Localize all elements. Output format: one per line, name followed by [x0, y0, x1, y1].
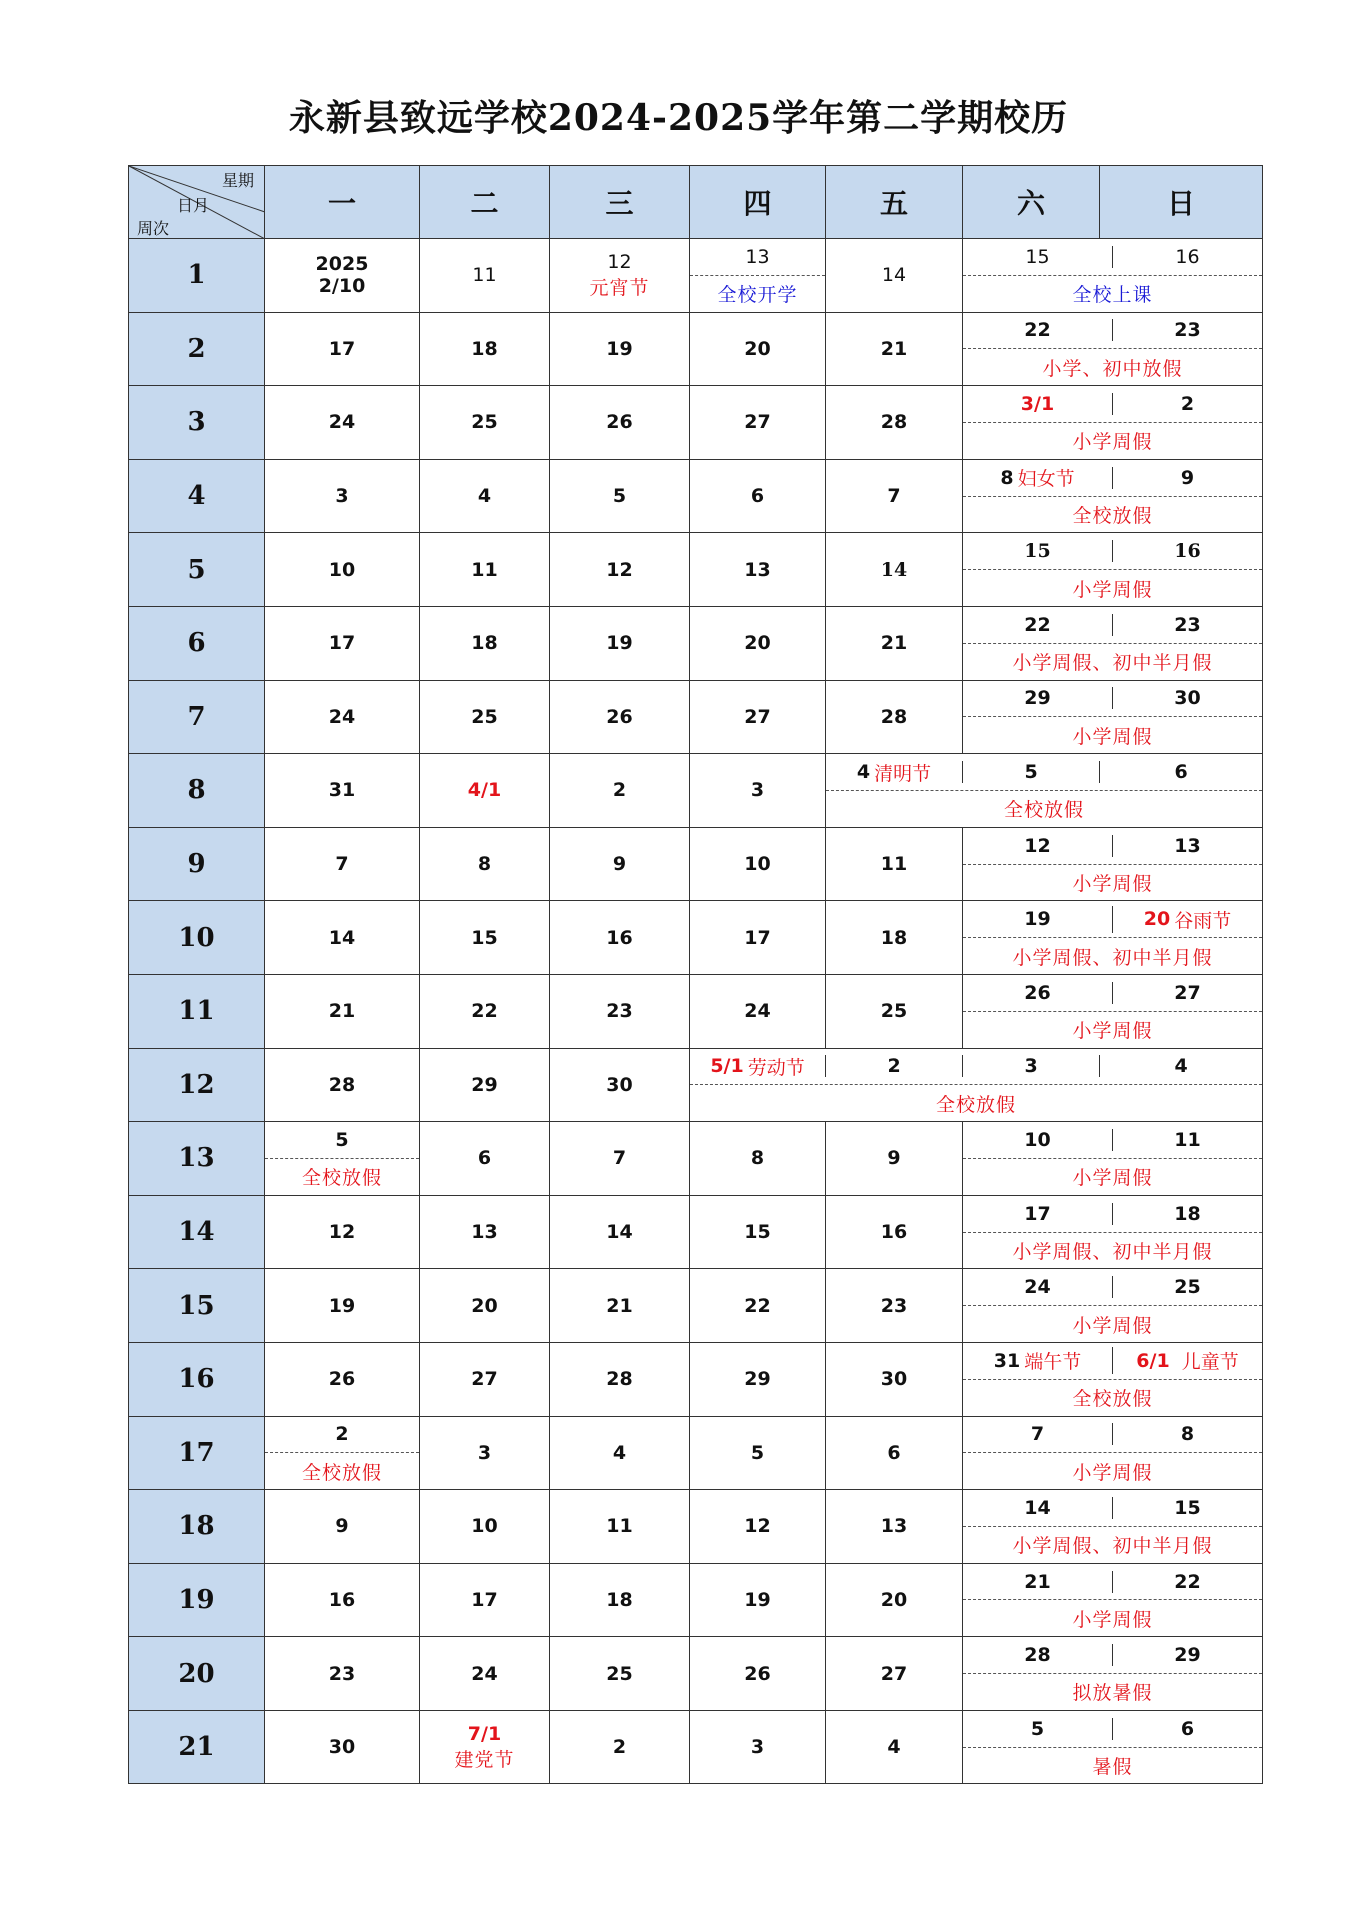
weekend-cell: 12 13 小学周假 — [963, 827, 1263, 901]
weekend-note: 暑假 — [963, 1747, 1262, 1784]
weekend-cell: 19 20 谷雨节 小学周假、初中半月假 — [963, 901, 1263, 975]
day-cell: 14 — [826, 239, 963, 313]
day-cell: 6 — [690, 459, 826, 533]
holiday-label: 元宵节 — [589, 276, 650, 299]
header-day-sat: 六 — [963, 166, 1100, 239]
weekend-note: 小学周假、初中半月假 — [963, 937, 1262, 974]
day-cell: 12 — [690, 1490, 826, 1564]
weekend-cell: 22 23 小学、初中放假 — [963, 312, 1263, 386]
weekend-note: 全校放假 — [690, 1084, 1262, 1121]
day-cell: 4 — [550, 1416, 690, 1490]
week-number: 9 — [129, 827, 265, 901]
day-cell: 10 — [420, 1490, 550, 1564]
day-cell: 21 — [826, 606, 963, 680]
week-row-18 — [129, 1490, 1263, 1564]
day-cell: 4/1 — [420, 754, 550, 828]
day-cell: 17 — [690, 901, 826, 975]
day-cell: 30 — [265, 1710, 420, 1784]
weekend-note: 小学周假 — [963, 1599, 1262, 1636]
week-row-9 — [129, 827, 1263, 901]
day-cell: 23 — [550, 974, 690, 1048]
day-cell: 28 — [265, 1048, 420, 1122]
day-cell: 24 — [265, 386, 420, 460]
weekend-cell: 31 端午节 6/1 儿童节 全校放假 — [963, 1342, 1263, 1416]
holiday-label: 妇女节 — [1017, 468, 1075, 491]
day-cell: 2 — [550, 1710, 690, 1784]
day-cell: 18 — [826, 901, 963, 975]
day-cell: 18 — [420, 312, 550, 386]
day-cell: 9 — [265, 1490, 420, 1564]
day-cell: 23 — [265, 1637, 420, 1711]
day-cell: 14 — [826, 533, 963, 607]
weekend-cell: 29 30 小学周假 — [963, 680, 1263, 754]
day-cell: 28 — [826, 386, 963, 460]
header-day-wed: 三 — [550, 166, 690, 239]
weekend-cell: 21 22 小学周假 — [963, 1563, 1263, 1637]
day-cell: 28 — [826, 680, 963, 754]
header-row — [129, 166, 1263, 239]
weekend-cell: 22 23 小学周假、初中半月假 — [963, 606, 1263, 680]
weekend-cell: 15 16 小学周假 — [963, 533, 1263, 607]
day-cell: 26 — [550, 386, 690, 460]
day-cell: 2 — [550, 754, 690, 828]
day-cell: 15 — [690, 1195, 826, 1269]
day-cell: 16 — [826, 1195, 963, 1269]
day-cell: 13 全校开学 — [690, 239, 826, 313]
day-cell: 17 — [265, 312, 420, 386]
day-cell: 7/1 建党节 — [420, 1710, 550, 1784]
day-cell: 30 — [550, 1048, 690, 1122]
weekend-cell: 3/1 2 小学周假 — [963, 386, 1263, 460]
day-cell: 13 — [690, 533, 826, 607]
day-cell: 24 — [690, 974, 826, 1048]
weekend-note: 小学周假 — [963, 864, 1262, 901]
day-cell: 26 — [550, 680, 690, 754]
week-row-11 — [129, 974, 1263, 1048]
day-cell: 19 — [550, 606, 690, 680]
weekend-cell: 26 27 小学周假 — [963, 974, 1263, 1048]
day-cell: 30 — [826, 1342, 963, 1416]
weekend-cell: 10 11 小学周假 — [963, 1122, 1263, 1196]
week-number: 13 — [129, 1122, 265, 1196]
week-number: 6 — [129, 606, 265, 680]
day-cell: 14 — [265, 901, 420, 975]
week-number: 16 — [129, 1342, 265, 1416]
day-cell: 5 — [690, 1416, 826, 1490]
week-row-4 — [129, 459, 1263, 533]
day-cell: 17 — [420, 1563, 550, 1637]
holiday-label: 端午节 — [1024, 1351, 1082, 1374]
day-cell: 2 全校放假 — [265, 1416, 420, 1490]
week-row-20 — [129, 1637, 1263, 1711]
day-cell: 26 — [265, 1342, 420, 1416]
day-cell: 13 — [420, 1195, 550, 1269]
weekend-note: 小学、初中放假 — [963, 348, 1262, 385]
week-number: 19 — [129, 1563, 265, 1637]
day-cell: 13 — [826, 1490, 963, 1564]
day-cell: 3 — [690, 1710, 826, 1784]
day-cell: 20 — [826, 1563, 963, 1637]
weekend-note: 全校放假 — [963, 496, 1262, 533]
day-cell: 20 — [690, 312, 826, 386]
week-row-8 — [129, 754, 1263, 828]
day-cell: 25 — [826, 974, 963, 1048]
weekend-note: 小学周假、初中半月假 — [963, 1232, 1262, 1269]
weekend-cell: 24 25 小学周假 — [963, 1269, 1263, 1343]
week-row-15 — [129, 1269, 1263, 1343]
week-row-2 — [129, 312, 1263, 386]
weekend-cell: 17 18 小学周假、初中半月假 — [963, 1195, 1263, 1269]
day-cell: 19 — [550, 312, 690, 386]
day-cell: 21 — [550, 1269, 690, 1343]
week-row-13 — [129, 1122, 1263, 1196]
weekend-cell: 28 29 拟放暑假 — [963, 1637, 1263, 1711]
day-cell: 5 全校放假 — [265, 1122, 420, 1196]
holiday-span-cell: 4 清明节 5 6 全校放假 — [826, 754, 1263, 828]
day-cell: 24 — [265, 680, 420, 754]
week-number: 3 — [129, 386, 265, 460]
day-cell: 16 — [265, 1563, 420, 1637]
day-cell: 9 — [826, 1122, 963, 1196]
day-cell: 16 — [550, 901, 690, 975]
week-row-14 — [129, 1195, 1263, 1269]
weekend-note: 拟放暑假 — [963, 1673, 1262, 1710]
day-cell: 5 — [550, 459, 690, 533]
week-row-10 — [129, 901, 1263, 975]
weekend-note: 小学周假 — [963, 1452, 1262, 1489]
day-cell: 3 — [265, 459, 420, 533]
week-number: 8 — [129, 754, 265, 828]
day-cell: 29 — [690, 1342, 826, 1416]
page-title: 永新县致远学校2024-2025学年第二学期校历 — [288, 97, 1069, 139]
day-cell: 6 — [826, 1416, 963, 1490]
day-cell: 29 — [420, 1048, 550, 1122]
week-row-19 — [129, 1563, 1263, 1637]
notice-label: 全校开学 — [690, 275, 825, 312]
week-number: 18 — [129, 1490, 265, 1564]
corner-label-date: 日月 — [177, 196, 210, 215]
week-number: 21 — [129, 1710, 265, 1784]
day-cell: 11 — [550, 1490, 690, 1564]
weekend-note: 小学周假 — [963, 422, 1262, 459]
week-number: 14 — [129, 1195, 265, 1269]
holiday-label: 劳动节 — [747, 1056, 805, 1079]
corner-label-weekday: 星期 — [221, 171, 254, 190]
day-cell: 2025 2/10 — [265, 239, 420, 313]
day-cell: 25 — [420, 386, 550, 460]
day-cell: 21 — [826, 312, 963, 386]
holiday-label: 清明节 — [874, 762, 932, 785]
day-cell: 25 — [420, 680, 550, 754]
day-cell: 15 — [420, 901, 550, 975]
day-cell: 3 — [420, 1416, 550, 1490]
school-calendar-table — [128, 165, 1263, 1784]
day-cell: 27 — [420, 1342, 550, 1416]
header-day-sun: 日 — [1100, 166, 1263, 239]
holiday-span-cell: 5/1 劳动节 2 3 4 全校放假 — [690, 1048, 1263, 1122]
header-day-mon: 一 — [265, 166, 420, 239]
week-row-5 — [129, 533, 1263, 607]
day-cell: 12 — [550, 533, 690, 607]
day-cell: 11 — [420, 239, 550, 313]
day-cell: 20 — [420, 1269, 550, 1343]
weekend-note: 小学周假、初中半月假 — [963, 1526, 1262, 1563]
weekend-cell: 15 16 全校上课 — [963, 239, 1263, 313]
weekend-note: 小学周假 — [963, 1011, 1262, 1048]
day-cell: 19 — [265, 1269, 420, 1343]
day-cell: 10 — [265, 533, 420, 607]
week-row-7 — [129, 680, 1263, 754]
day-cell: 22 — [420, 974, 550, 1048]
weekend-cell: 8 妇女节 9 全校放假 — [963, 459, 1263, 533]
day-cell: 4 — [826, 1710, 963, 1784]
day-cell: 27 — [690, 386, 826, 460]
day-cell: 7 — [550, 1122, 690, 1196]
day-cell: 28 — [550, 1342, 690, 1416]
day-cell: 10 — [690, 827, 826, 901]
day-cell: 26 — [690, 1637, 826, 1711]
week-number: 12 — [129, 1048, 265, 1122]
day-cell: 6 — [420, 1122, 550, 1196]
week-number: 2 — [129, 312, 265, 386]
weekend-note: 全校上课 — [963, 275, 1262, 312]
day-cell: 3 — [690, 754, 826, 828]
day-cell: 7 — [826, 459, 963, 533]
weekend-note: 全校放假 — [826, 790, 1262, 827]
day-cell: 19 — [690, 1563, 826, 1637]
day-cell: 23 — [826, 1269, 963, 1343]
day-cell: 8 — [690, 1122, 826, 1196]
week-row-17 — [129, 1416, 1263, 1490]
day-cell: 27 — [690, 680, 826, 754]
day-cell: 4 — [420, 459, 550, 533]
day-cell: 9 — [550, 827, 690, 901]
weekend-note: 小学周假 — [963, 1305, 1262, 1342]
day-cell: 24 — [420, 1637, 550, 1711]
week-row-6 — [129, 606, 1263, 680]
weekend-note: 全校放假 — [963, 1379, 1262, 1416]
weekend-note: 小学周假 — [963, 1158, 1262, 1195]
day-cell: 12 — [265, 1195, 420, 1269]
day-cell: 12 元宵节 — [550, 239, 690, 313]
corner-label-week: 周次 — [137, 219, 170, 238]
week-row-16 — [129, 1342, 1263, 1416]
week-number: 5 — [129, 533, 265, 607]
weekend-cell: 7 8 小学周假 — [963, 1416, 1263, 1490]
day-cell: 27 — [826, 1637, 963, 1711]
week-number: 1 — [129, 239, 265, 313]
holiday-label: 建党节 — [454, 1748, 515, 1771]
day-cell: 18 — [550, 1563, 690, 1637]
holiday-label: 谷雨节 — [1174, 909, 1232, 932]
week-row-1 — [129, 239, 1263, 313]
holiday-note: 全校放假 — [265, 1158, 419, 1195]
week-number: 7 — [129, 680, 265, 754]
day-cell: 7 — [265, 827, 420, 901]
week-row-21 — [129, 1710, 1263, 1784]
weekend-cell: 14 15 小学周假、初中半月假 — [963, 1490, 1263, 1564]
week-number: 11 — [129, 974, 265, 1048]
day-cell: 11 — [420, 533, 550, 607]
day-cell: 25 — [550, 1637, 690, 1711]
week-row-12 — [129, 1048, 1263, 1122]
day-cell: 14 — [550, 1195, 690, 1269]
weekend-note: 小学周假 — [963, 569, 1262, 606]
week-number: 15 — [129, 1269, 265, 1343]
week-number: 4 — [129, 459, 265, 533]
day-cell: 8 — [420, 827, 550, 901]
day-cell: 11 — [826, 827, 963, 901]
weekend-cell: 5 6 暑假 — [963, 1710, 1263, 1784]
header-day-tue: 二 — [420, 166, 550, 239]
weekend-note: 小学周假、初中半月假 — [963, 643, 1262, 680]
day-cell: 31 — [265, 754, 420, 828]
weekend-note: 小学周假 — [963, 716, 1262, 753]
day-cell: 22 — [690, 1269, 826, 1343]
day-cell: 21 — [265, 974, 420, 1048]
week-number: 20 — [129, 1637, 265, 1711]
week-number: 17 — [129, 1416, 265, 1490]
header-day-thu: 四 — [690, 166, 826, 239]
day-cell: 20 — [690, 606, 826, 680]
holiday-label: 儿童节 — [1181, 1351, 1239, 1374]
week-number: 10 — [129, 901, 265, 975]
holiday-note: 全校放假 — [265, 1452, 419, 1489]
day-cell: 17 — [265, 606, 420, 680]
day-cell: 18 — [420, 606, 550, 680]
week-row-3 — [129, 386, 1263, 460]
header-corner — [129, 166, 265, 239]
header-day-fri: 五 — [826, 166, 963, 239]
